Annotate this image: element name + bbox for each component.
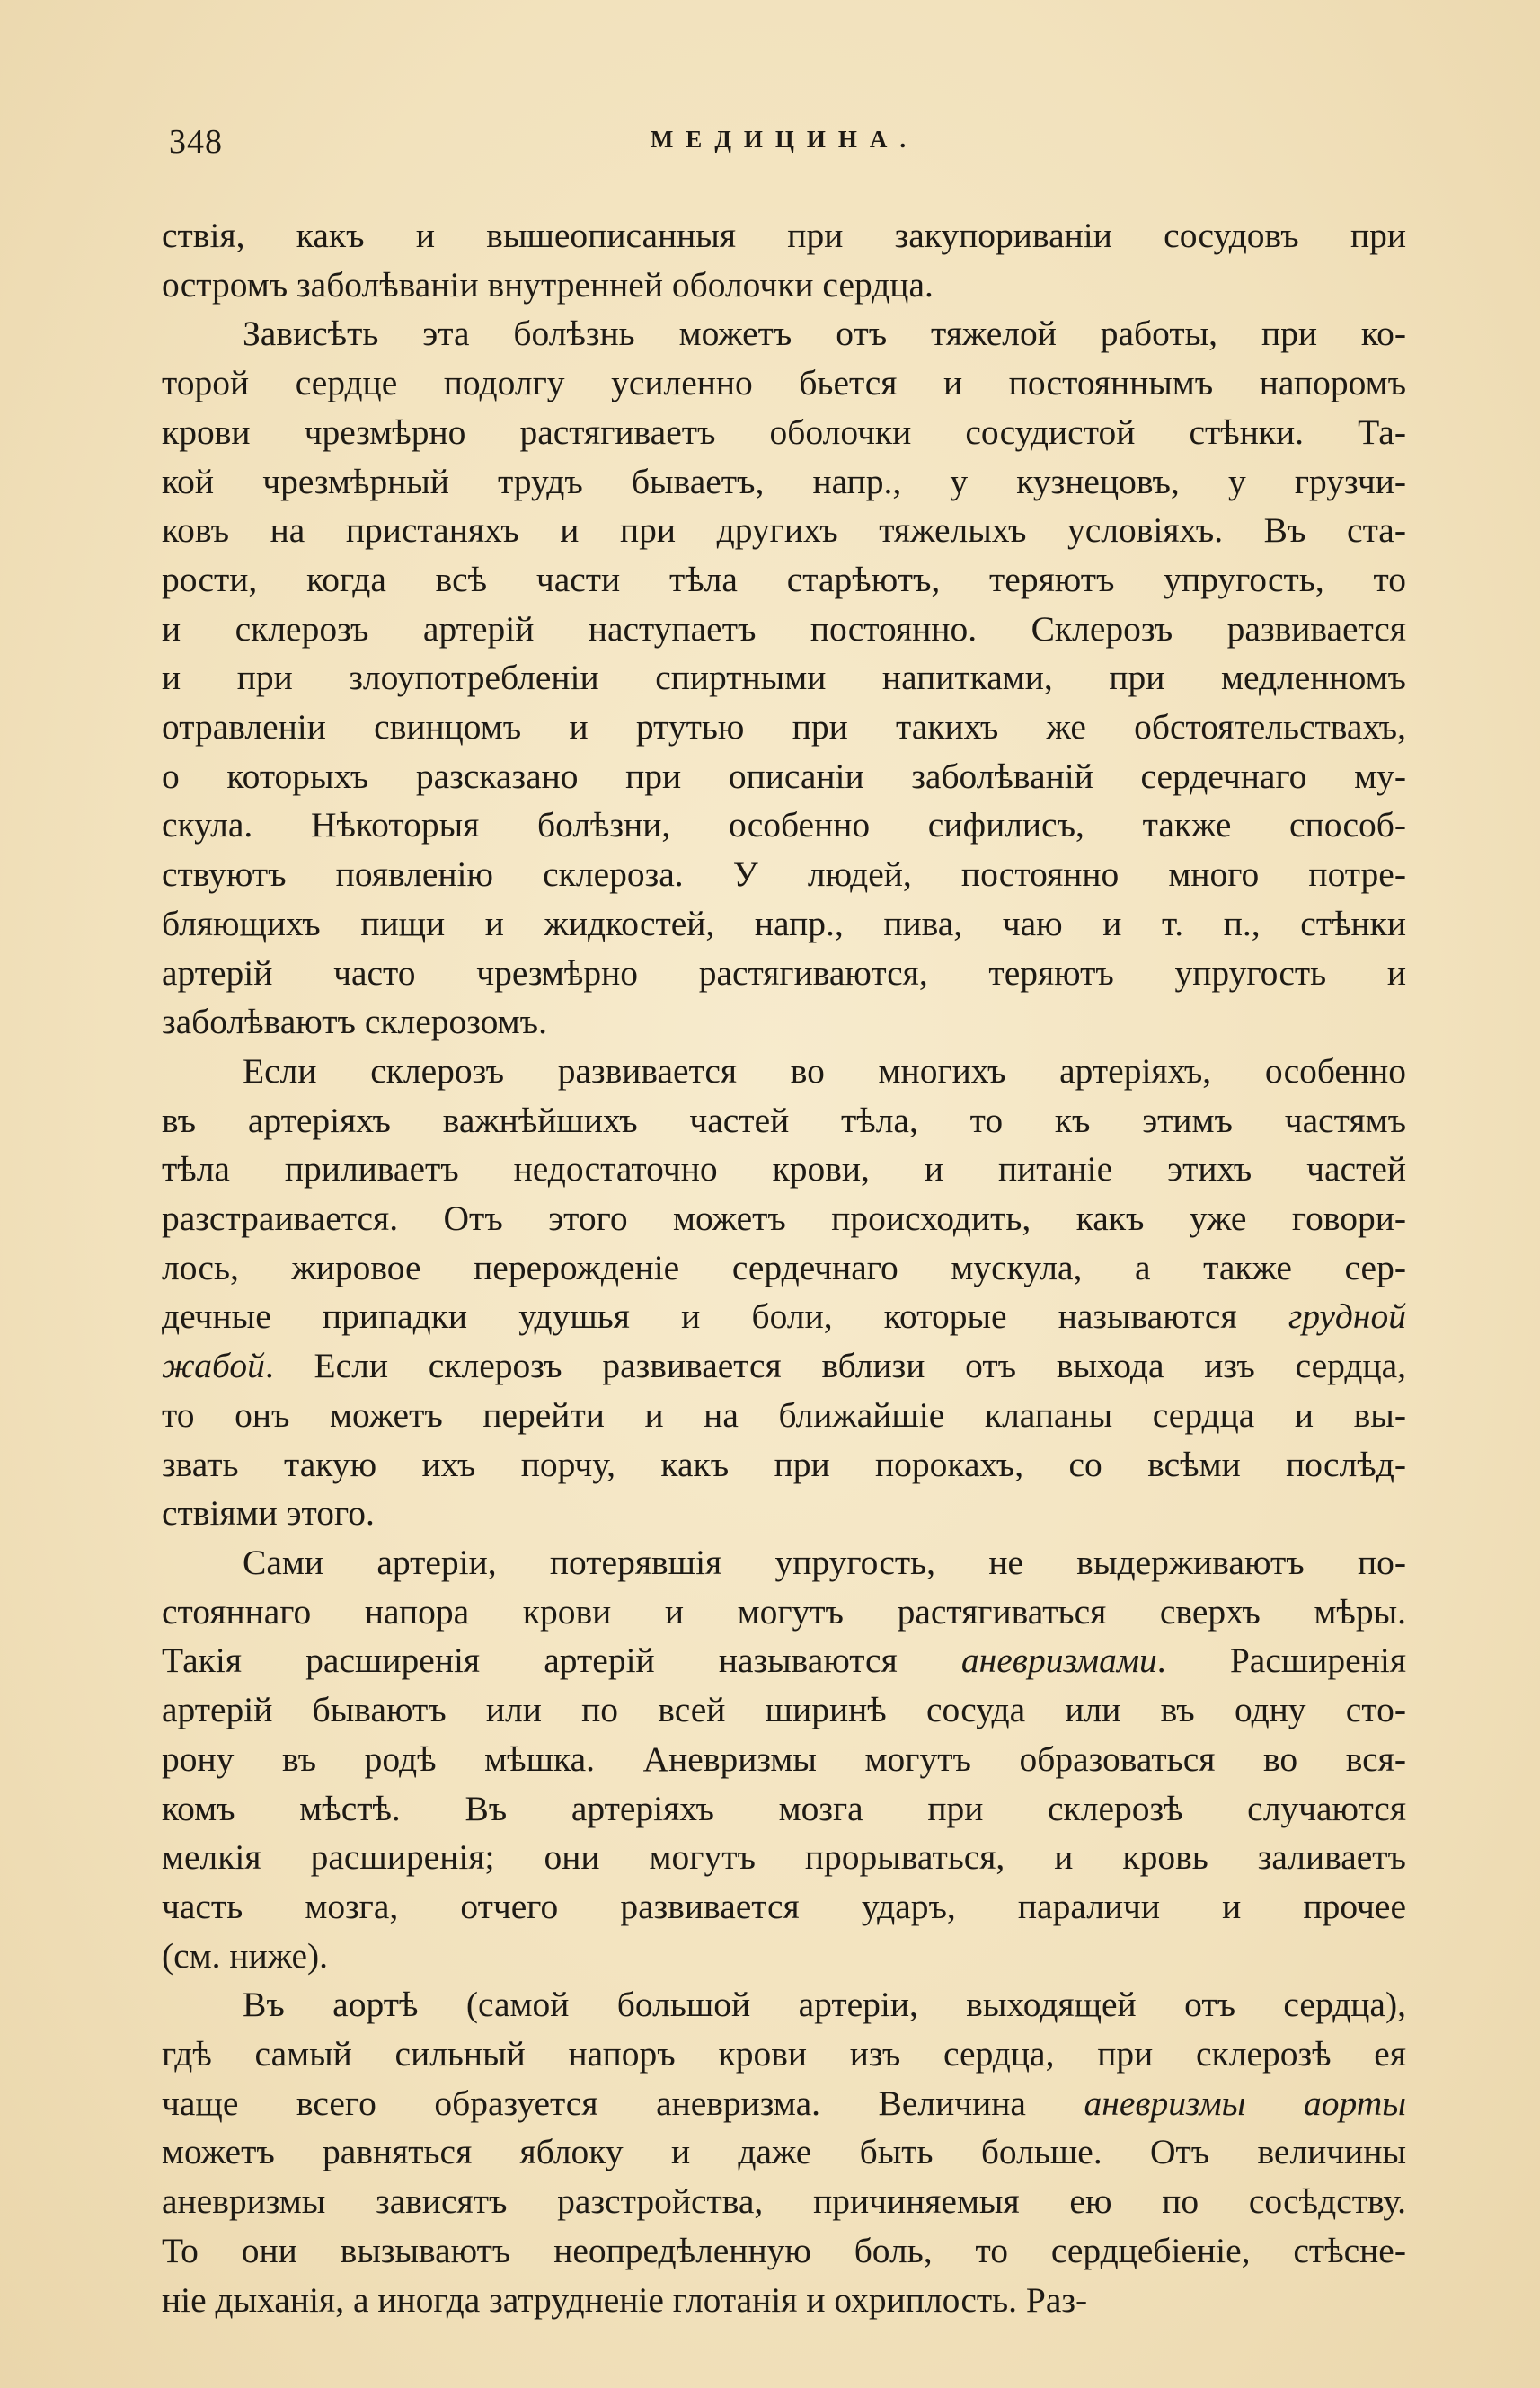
italic-term: жабой <box>162 1346 265 1386</box>
text-line: артерій бываютъ или по всей ширинѣ сосуда или въ одну сто- <box>162 1690 1406 1730</box>
page-number: 348 <box>169 123 223 161</box>
italic-term: аневризмами <box>960 1641 1157 1681</box>
text-line: рону въ родѣ мѣшка. Аневризмы могутъ образоваться во вся- <box>162 1738 1406 1779</box>
page-body <box>162 211 1406 2324</box>
text-line: и при злоупотребленіи спиртными напитками, при медленномъ <box>162 658 1406 698</box>
text-line: Зависѣть эта болѣзнь можетъ отъ тяжелой работы, при ко- <box>243 314 1406 354</box>
text-line: Сами артеріи, потерявшія упругость, не выдерживаютъ по- <box>243 1542 1406 1582</box>
paragraph <box>162 1980 1406 2324</box>
text-line: стояннаго напора крови и могутъ растягиваться сверхъ мѣры. <box>162 1591 1406 1632</box>
text-line: можетъ равняться яблоку и даже быть больше. Отъ величины <box>162 2132 1406 2172</box>
text-line: тѣла приливаетъ недостаточно крови, и питаніе этихъ частей <box>162 1149 1406 1190</box>
paragraph <box>162 1538 1406 1980</box>
page-header <box>169 122 1400 176</box>
text-line: жабой. Если склерозъ развивается вблизи отъ выхода изъ сердца, <box>162 1346 1406 1386</box>
text-line: бляющихъ пищи и жидкостей, напр., пива, чаю и т. п., стѣнки <box>162 903 1406 943</box>
text-line: часть мозга, отчего развивается ударъ, параличи и прочее <box>162 1886 1406 1926</box>
text-line: Такія расширенія артерій называются аневризмами. Расширенія <box>162 1641 1406 1681</box>
text-line: ствія, какъ и вышеописанныя при закупориваніи сосудовъ при <box>162 216 1406 255</box>
text-line: То они вызываютъ неопредѣленную боль, то сердцебіеніе, стѣсне- <box>162 2230 1406 2270</box>
text-line: въ артеріяхъ важнѣйшихъ частей тѣла, то къ этимъ частямъ <box>162 1100 1406 1140</box>
text-line: артерій часто чрезмѣрно растягиваются, теряютъ упругость и <box>162 952 1406 993</box>
text-line: отравленіи свинцомъ и ртутью при такихъ же обстоятельствахъ, <box>162 707 1406 747</box>
text-line: крови чрезмѣрно растягиваетъ оболочки сосудистой стѣнки. Та- <box>162 411 1406 452</box>
text-line: чаще всего образуется аневризма. Величина аневризмы аорты <box>162 2083 1406 2123</box>
italic-term: грудной <box>1288 1296 1406 1337</box>
text-line: о которыхъ разсказано при описаніи заболѣваній сердечнаго му- <box>162 756 1406 796</box>
text-line: комъ мѣстѣ. Въ артеріяхъ мозга при склерозѣ случаются <box>162 1788 1406 1828</box>
text-line: гдѣ самый сильный напоръ крови изъ сердца, при склерозѣ ея <box>162 2034 1406 2074</box>
text-line: ковъ на пристаняхъ и при другихъ тяжелыхъ условіяхъ. Въ ста- <box>162 510 1406 551</box>
italic-term: аневризмы аорты <box>1084 2083 1406 2123</box>
text-line: ствуютъ появленію склероза. У людей, постоянно много потре- <box>162 854 1406 895</box>
text-line: дечные припадки удушья и боли, которые называются грудной <box>162 1296 1406 1337</box>
text-line: разстраивается. Отъ этого можетъ происходить, какъ уже говори- <box>162 1198 1406 1239</box>
text-line: аневризмы зависятъ разстройства, причиняемыя ею по сосѣдству. <box>162 2181 1406 2222</box>
text-line: скула. Нѣкоторыя болѣзни, особенно сифилисъ, также способ- <box>162 805 1406 845</box>
paragraph <box>162 211 1406 309</box>
text-line: заболѣваютъ склерозомъ. <box>162 1002 547 1042</box>
running-title: МЕДИЦИНА. <box>650 126 919 153</box>
text-line: кой чрезмѣрный трудъ бываетъ, напр., у кузнецовъ, у грузчи- <box>162 461 1406 501</box>
text-line: рости, когда всѣ части тѣла старѣютъ, теряютъ упругость, то <box>162 559 1406 599</box>
text-line: торой сердце подолгу усиленно бьется и постояннымъ напоромъ <box>162 363 1406 403</box>
text-line: ніе дыханія, а иногда затрудненіе глотанія и охриплость. Раз- <box>162 2279 1088 2320</box>
text-line: лось, жировое перерожденіе сердечнаго мускула, а также сер- <box>162 1247 1406 1287</box>
text-line: мелкія расширенія; они могутъ прорываться, и кровь заливаетъ <box>162 1837 1406 1878</box>
text-line: то онъ можетъ перейти и на ближайшіе клапаны сердца и вы- <box>162 1394 1406 1435</box>
text-line: звать такую ихъ порчу, какъ при порокахъ, со всѣми послѣд- <box>162 1444 1406 1484</box>
text-line: Если склерозъ развивается во многихъ артеріяхъ, особенно <box>243 1050 1406 1091</box>
paragraph <box>162 309 1406 1047</box>
paragraph <box>162 1047 1406 1538</box>
text-line: и склерозъ артерій наступаетъ постоянно. Склерозъ развивается <box>162 608 1406 649</box>
text-line: остромъ заболѣваніи внутренней оболочки сердца. <box>162 264 934 305</box>
text-line: Въ аортѣ (самой большой артеріи, выходящей отъ сердца), <box>243 1985 1406 2025</box>
text-line: ствіями этого. <box>162 1493 375 1534</box>
text-line: (см. ниже). <box>162 1935 329 1976</box>
